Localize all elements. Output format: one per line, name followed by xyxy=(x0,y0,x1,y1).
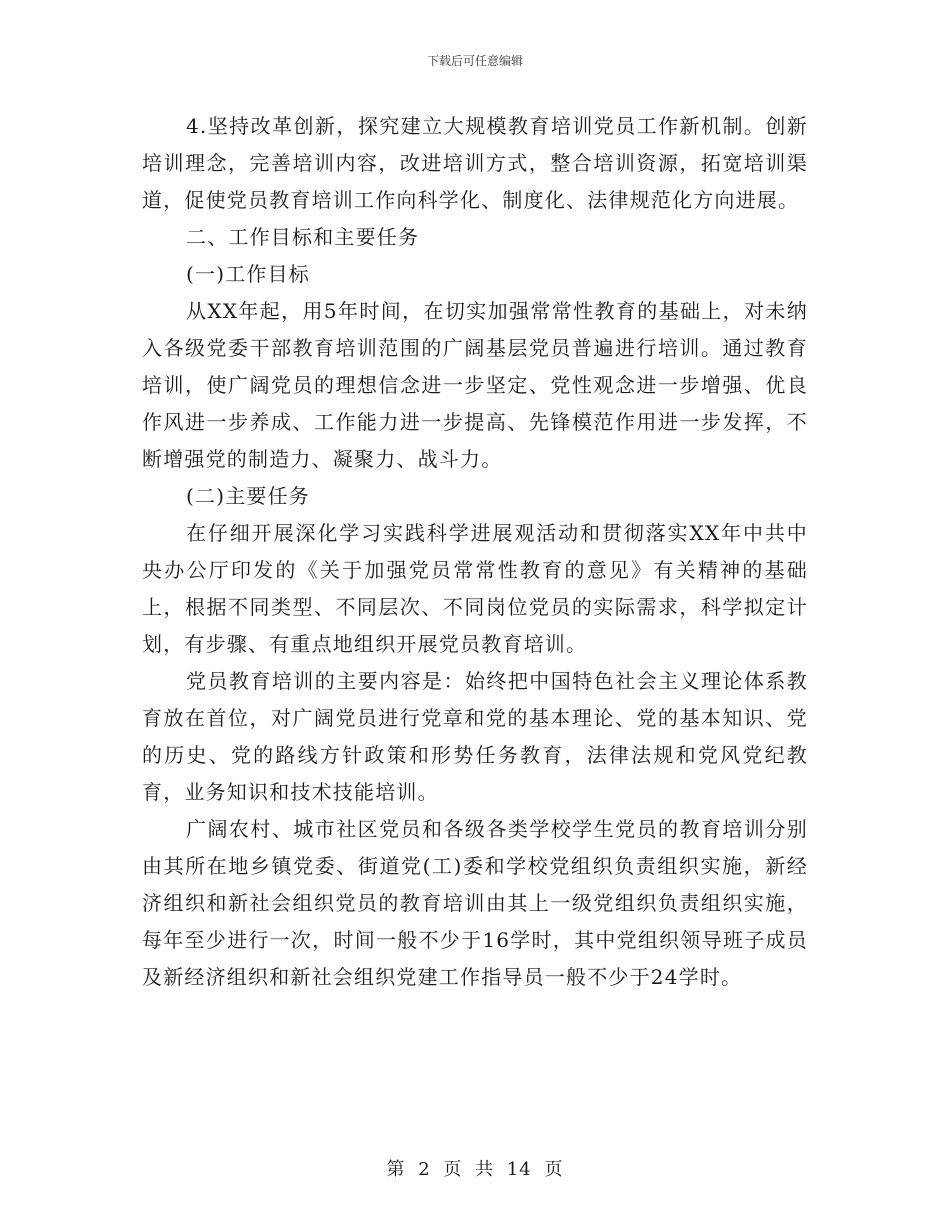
paragraph-main-tasks: 在仔细开展深化学习实践科学进展观活动和贯彻落实XX年中共中央办公厅印发的《关于加强党员常常性教育的意见》有关精神的基础上，根据不同类型、不同层次、不同岗位党员的实际需求，科学拟定计划，有步骤、有重点地组织开展党员教育培训。 xyxy=(142,521,808,656)
page-header: 下载后可任意编辑 xyxy=(426,54,523,68)
paragraph-work-goals: 从XX年起，用5年时间，在切实加强常常性教育的基础上，对未纳入各级党委干部教育培训范围的广阔基层党员普遍进行培训。通过教育培训，使广阔党员的理想信念进一步坚定、党性观念进一步增强、优良作风进一步养成、工作能力进一步提高、先锋模范作用进一步发挥，不断增强党的制造力、凝聚力、战斗力。 xyxy=(142,299,808,471)
document-body xyxy=(142,108,808,996)
section-heading-goals-tasks: 二、工作目标和主要任务 xyxy=(186,225,420,249)
page-number: 第 2 页 共 14 页 xyxy=(386,1159,564,1180)
subsection-heading-main-tasks: (二)主要任务 xyxy=(186,484,311,508)
paragraph-reform-innovation: 4.坚持改革创新，探究建立大规模教育培训党员工作新机制。创新培训理念，完善培训内容，改进培训方式，整合培训资源，拓宽培训渠道，促使党员教育培训工作向科学化、制度化、法律规范化方向进展。 xyxy=(142,114,808,212)
paragraph-training-content: 党员教育培训的主要内容是：始终把中国特色社会主义理论体系教育放在首位，对广阔党员进行党章和党的基本理论、党的基本知识、党的历史、党的路线方针政策和形势任务教育，法律法规和党风党纪教育，业务知识和技术技能培训。 xyxy=(142,669,808,804)
paragraph-training-organization: 广阔农村、城市社区党员和各级各类学校学生党员的教育培训分别由其所在地乡镇党委、街道党(工)委和学校党组织负责组织实施，新经济组织和新社会组织党员的教育培训由其上一级党组织负责组织实施，每年至少进行一次，时间一般不少于16学时，其中党组织领导班子成员及新经济组织和新社会组织党建工作指导员一般不少于24学时。 xyxy=(142,817,808,989)
subsection-heading-work-goals: (一)工作目标 xyxy=(186,262,311,286)
